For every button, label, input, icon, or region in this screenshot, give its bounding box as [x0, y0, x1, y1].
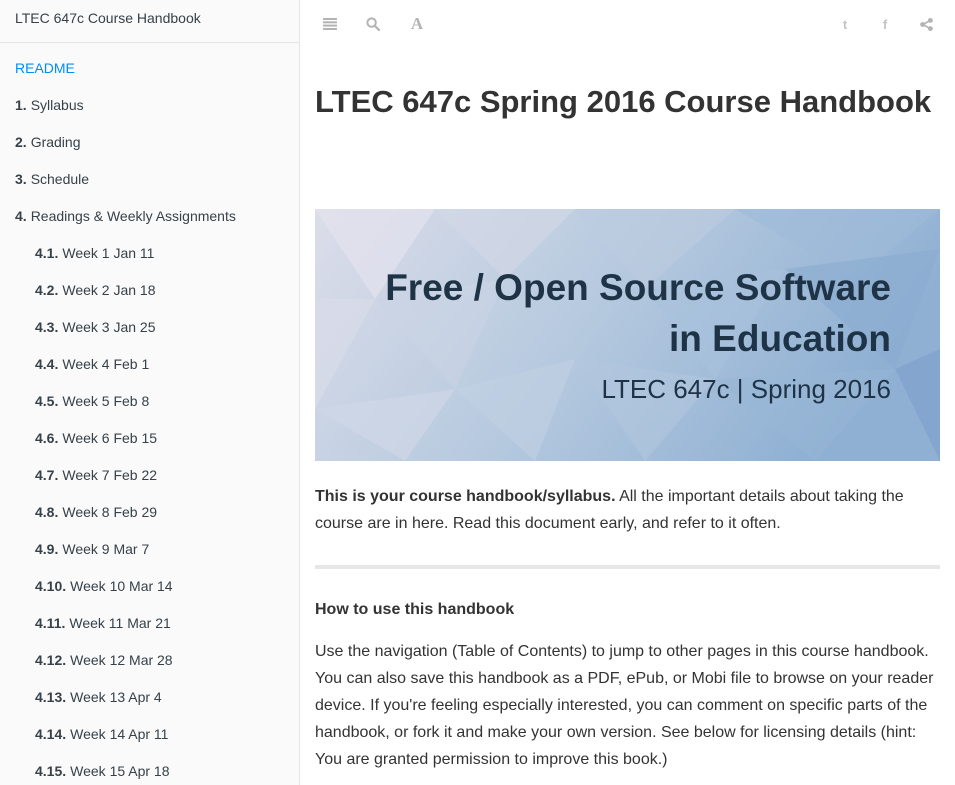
toc-item[interactable]	[0, 274, 299, 311]
main-content	[300, 0, 955, 785]
section-heading: How to use this handbook	[315, 601, 515, 618]
intro-text: All the important details about taking the course are in here. Read this document early, and refer to it often.	[315, 488, 904, 532]
search-icon	[366, 17, 380, 31]
toc-item-label: Week 8 Feb 29	[62, 504, 158, 520]
toc-item-number: 4.4.	[35, 356, 59, 372]
share-icon	[920, 18, 933, 31]
banner-subtitle: LTEC 647c | Spring 2016	[601, 374, 891, 404]
toc-item-number: 4.7.	[35, 467, 59, 483]
toc-item[interactable]	[0, 52, 299, 89]
toc-item-label: README	[15, 60, 75, 76]
toolbar	[300, 0, 955, 48]
toggle-sidebar-button[interactable]	[320, 14, 340, 34]
toc-item-label: Week 6 Feb 15	[62, 430, 158, 446]
toc-item[interactable]	[0, 311, 299, 348]
menu-icon	[323, 18, 337, 30]
toc-item-number: 4.13.	[35, 689, 67, 705]
intro-bold: This is your course handbook/syllabus.	[315, 488, 616, 505]
toc-item-number: 3.	[15, 171, 27, 187]
toc-item-number: 4.3.	[35, 319, 59, 335]
intro-paragraph	[315, 483, 940, 537]
toc-item-number: 4.9.	[35, 541, 59, 557]
toc-item[interactable]	[0, 570, 299, 607]
toc-item[interactable]	[0, 718, 299, 755]
toc-item-label: Week 11 Mar 21	[69, 615, 171, 631]
facebook-icon: f	[882, 16, 888, 32]
toc-item[interactable]	[0, 681, 299, 718]
toc-item-number: 4.1.	[35, 245, 59, 261]
toc-item[interactable]	[0, 459, 299, 496]
banner-title-line2: in Education	[669, 318, 891, 359]
toc-item-number: 4.	[15, 208, 27, 224]
toc-item[interactable]	[0, 348, 299, 385]
toc-item-label: Week 12 Mar 28	[70, 652, 173, 668]
toc-item[interactable]	[0, 496, 299, 533]
toc-item-number: 4.5.	[35, 393, 59, 409]
facebook-share-button[interactable]	[875, 14, 895, 34]
toc-item-label: Week 13 Apr 4	[70, 689, 162, 705]
font-icon: A	[410, 14, 424, 33]
toc-item[interactable]	[0, 126, 299, 163]
toc-item-label: Week 4 Feb 1	[62, 356, 150, 372]
twitter-share-button[interactable]	[835, 14, 855, 34]
sidebar-book-title[interactable]: LTEC 647c Course Handbook	[0, 0, 299, 43]
toc-item-number: 4.10.	[35, 578, 67, 594]
toc-item[interactable]	[0, 607, 299, 644]
toc-item-label: Week 9 Mar 7	[62, 541, 150, 557]
toc-item-number: 4.2.	[35, 282, 59, 298]
toc-item-label: Week 10 Mar 14	[70, 578, 173, 594]
toc-item-label: Week 1 Jan 11	[62, 245, 155, 261]
banner-graphic	[315, 209, 940, 461]
toc-item-number: 4.12.	[35, 652, 67, 668]
table-of-contents	[0, 43, 299, 785]
toc-item-label: Readings & Weekly Assignments	[30, 208, 236, 224]
course-banner-image	[315, 209, 940, 461]
toc-item-label: Week 14 Apr 11	[70, 726, 169, 742]
toc-item-number: 2.	[15, 134, 27, 150]
page-body	[315, 75, 940, 768]
toc-item-label: Week 5 Feb 8	[62, 393, 150, 409]
toc-item-number: 4.8.	[35, 504, 59, 520]
page-title: LTEC 647c Spring 2016 Course Handbook	[315, 84, 932, 119]
toc-item-label: Syllabus	[30, 97, 84, 113]
font-settings-button[interactable]	[407, 14, 427, 34]
toc-item-number: 4.6.	[35, 430, 59, 446]
toc-item-label: Schedule	[30, 171, 90, 187]
toc-item[interactable]	[0, 755, 299, 785]
toc-item[interactable]	[0, 644, 299, 681]
toc-item-label: Grading	[30, 134, 81, 150]
toc-item-number: 4.14.	[35, 726, 67, 742]
toc-item-label: Week 2 Jan 18	[62, 282, 156, 298]
sidebar	[0, 0, 300, 785]
toc-item[interactable]	[0, 422, 299, 459]
usage-paragraph: Use the navigation (Table of Contents) to jump to other pages in this course handbook. You can also save this handbook as a PDF, ePub, or Mobi file to browse on your reader device. If you're feeling especially interested, you can comment on specific parts of the handbook, or fork it and make your own version. See below for licensing details (hint: You are granted permission to improve this book.)	[315, 643, 934, 768]
toc-item-label: Week 15 Apr 18	[70, 763, 170, 779]
toc-item-number: 1.	[15, 97, 27, 113]
share-button[interactable]	[916, 14, 936, 34]
banner-title-line1: Free / Open Source Software	[385, 267, 891, 308]
toc-item[interactable]	[0, 237, 299, 274]
toc-item[interactable]	[0, 385, 299, 422]
toc-item-number: 4.15.	[35, 763, 67, 779]
toc-item-label: Week 7 Feb 22	[62, 467, 158, 483]
toc-item[interactable]	[0, 163, 299, 200]
toc-item[interactable]	[0, 89, 299, 126]
toc-item[interactable]	[0, 200, 299, 237]
twitter-icon: t	[842, 16, 848, 32]
toc-item[interactable]	[0, 533, 299, 570]
toc-item-label: Week 3 Jan 25	[62, 319, 156, 335]
section-divider	[315, 565, 940, 569]
toc-item-number: 4.11.	[35, 615, 66, 631]
search-button[interactable]	[363, 14, 383, 34]
